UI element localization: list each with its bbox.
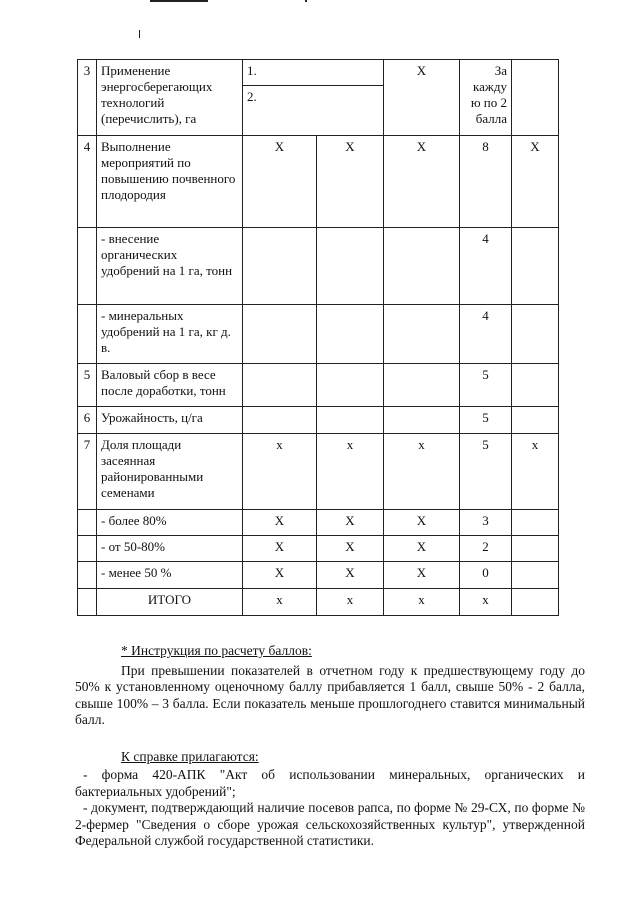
- attachment-item: - документ, подтверждающий наличие посевов рапса, по форме № 29-СХ, по форме № 2-фермер "Сведения о сборе урожая сельскохозяйственных культур", утвержденной Федеральной службой государственной статистики.: [75, 800, 585, 848]
- row-name: Применение энергосберегающих технологий (перечислить), га: [97, 60, 243, 136]
- cell-x: Х: [243, 136, 317, 228]
- cell-x: х: [317, 434, 384, 510]
- scan-artifact: [305, 0, 307, 2]
- cell-x: х: [384, 589, 460, 616]
- table-row: [78, 60, 559, 86]
- table-row: [78, 136, 559, 228]
- points-cell: 4: [460, 228, 512, 305]
- row-number: [78, 228, 97, 305]
- row-name: Выполнение мероприятий по повышению почвенного плодородия: [97, 136, 243, 228]
- row-number: [78, 510, 97, 536]
- points-cell: 2: [460, 536, 512, 562]
- row-number: [78, 589, 97, 616]
- row-number: 4: [78, 136, 97, 228]
- attachments-title: К справке прилагаются:: [121, 748, 259, 764]
- table-row: [78, 510, 559, 536]
- cell-x: Х: [384, 562, 460, 589]
- row-number: [78, 562, 97, 589]
- row-name: - внесение органических удобрений на 1 га, тонн: [97, 228, 243, 305]
- notes-section: [75, 643, 585, 850]
- points-cell: 5: [460, 364, 512, 407]
- cell-x: Х: [317, 562, 384, 589]
- cell-x: Х: [317, 136, 384, 228]
- row-number: [78, 305, 97, 364]
- scan-artifact: [150, 0, 208, 2]
- points-cell: За кажду ю по 2 балла: [460, 60, 512, 136]
- cell-x: Х: [384, 510, 460, 536]
- cell-x: Х: [384, 536, 460, 562]
- cell-x: Х: [317, 510, 384, 536]
- row-name: Валовый сбор в весе после доработки, тонн: [97, 364, 243, 407]
- row-name: ИТОГО: [97, 589, 243, 616]
- table-row: [78, 434, 559, 510]
- row-number: 3: [78, 60, 97, 136]
- points-cell: 3: [460, 510, 512, 536]
- table-row: [78, 364, 559, 407]
- row-name: - минеральных удобрений на 1 га, кг д. в.: [97, 305, 243, 364]
- cell-x: х: [384, 434, 460, 510]
- row-name: - от 50-80%: [97, 536, 243, 562]
- cell-x: Х: [384, 60, 460, 136]
- cell-x: Х: [317, 536, 384, 562]
- attachment-item: - форма 420-АПК "Акт об использовании минеральных, органических и бактериальных удобрений";: [75, 767, 585, 799]
- row-name: Урожайность, ц/га: [97, 407, 243, 434]
- table-row: [78, 305, 559, 364]
- points-cell: х: [460, 589, 512, 616]
- table-row: [78, 536, 559, 562]
- points-cell: 5: [460, 407, 512, 434]
- row-number: [78, 536, 97, 562]
- instruction-text: При превышении показателей в отчетном году к предшествующему году до 50% к установленному оценочному баллу прибавляется 1 балл, свыше 50% - 2 балла, свыше 100% – 3 балла. Если показатель меньше прошлогоднего ставится минимальный балл.: [75, 662, 585, 727]
- empty-cell: [512, 60, 559, 136]
- cell-x: х: [243, 589, 317, 616]
- points-cell: 8: [460, 136, 512, 228]
- cell-x: Х: [243, 510, 317, 536]
- list-item: 1.: [243, 60, 384, 86]
- table-row: [78, 562, 559, 589]
- table-row: [78, 407, 559, 434]
- table-row: [78, 228, 559, 305]
- cell-x: Х: [243, 562, 317, 589]
- row-name: - менее 50 %: [97, 562, 243, 589]
- cell-x: Х: [384, 136, 460, 228]
- table-row-total: [78, 589, 559, 616]
- cell-x: х: [243, 434, 317, 510]
- scoring-table: [77, 59, 559, 616]
- points-cell: 4: [460, 305, 512, 364]
- cell-x: х: [317, 589, 384, 616]
- row-name: - более 80%: [97, 510, 243, 536]
- cell-x: Х: [512, 136, 559, 228]
- points-cell: 0: [460, 562, 512, 589]
- row-name: Доля площади засеянная районированными семенами: [97, 434, 243, 510]
- list-item: 2.: [243, 86, 384, 136]
- cell-x: х: [512, 434, 559, 510]
- row-number: 6: [78, 407, 97, 434]
- row-number: 5: [78, 364, 97, 407]
- row-number: 7: [78, 434, 97, 510]
- points-cell: 5: [460, 434, 512, 510]
- scan-artifact: [139, 30, 140, 38]
- cell-x: Х: [243, 536, 317, 562]
- instruction-title: * Инструкция по расчету баллов:: [121, 643, 312, 658]
